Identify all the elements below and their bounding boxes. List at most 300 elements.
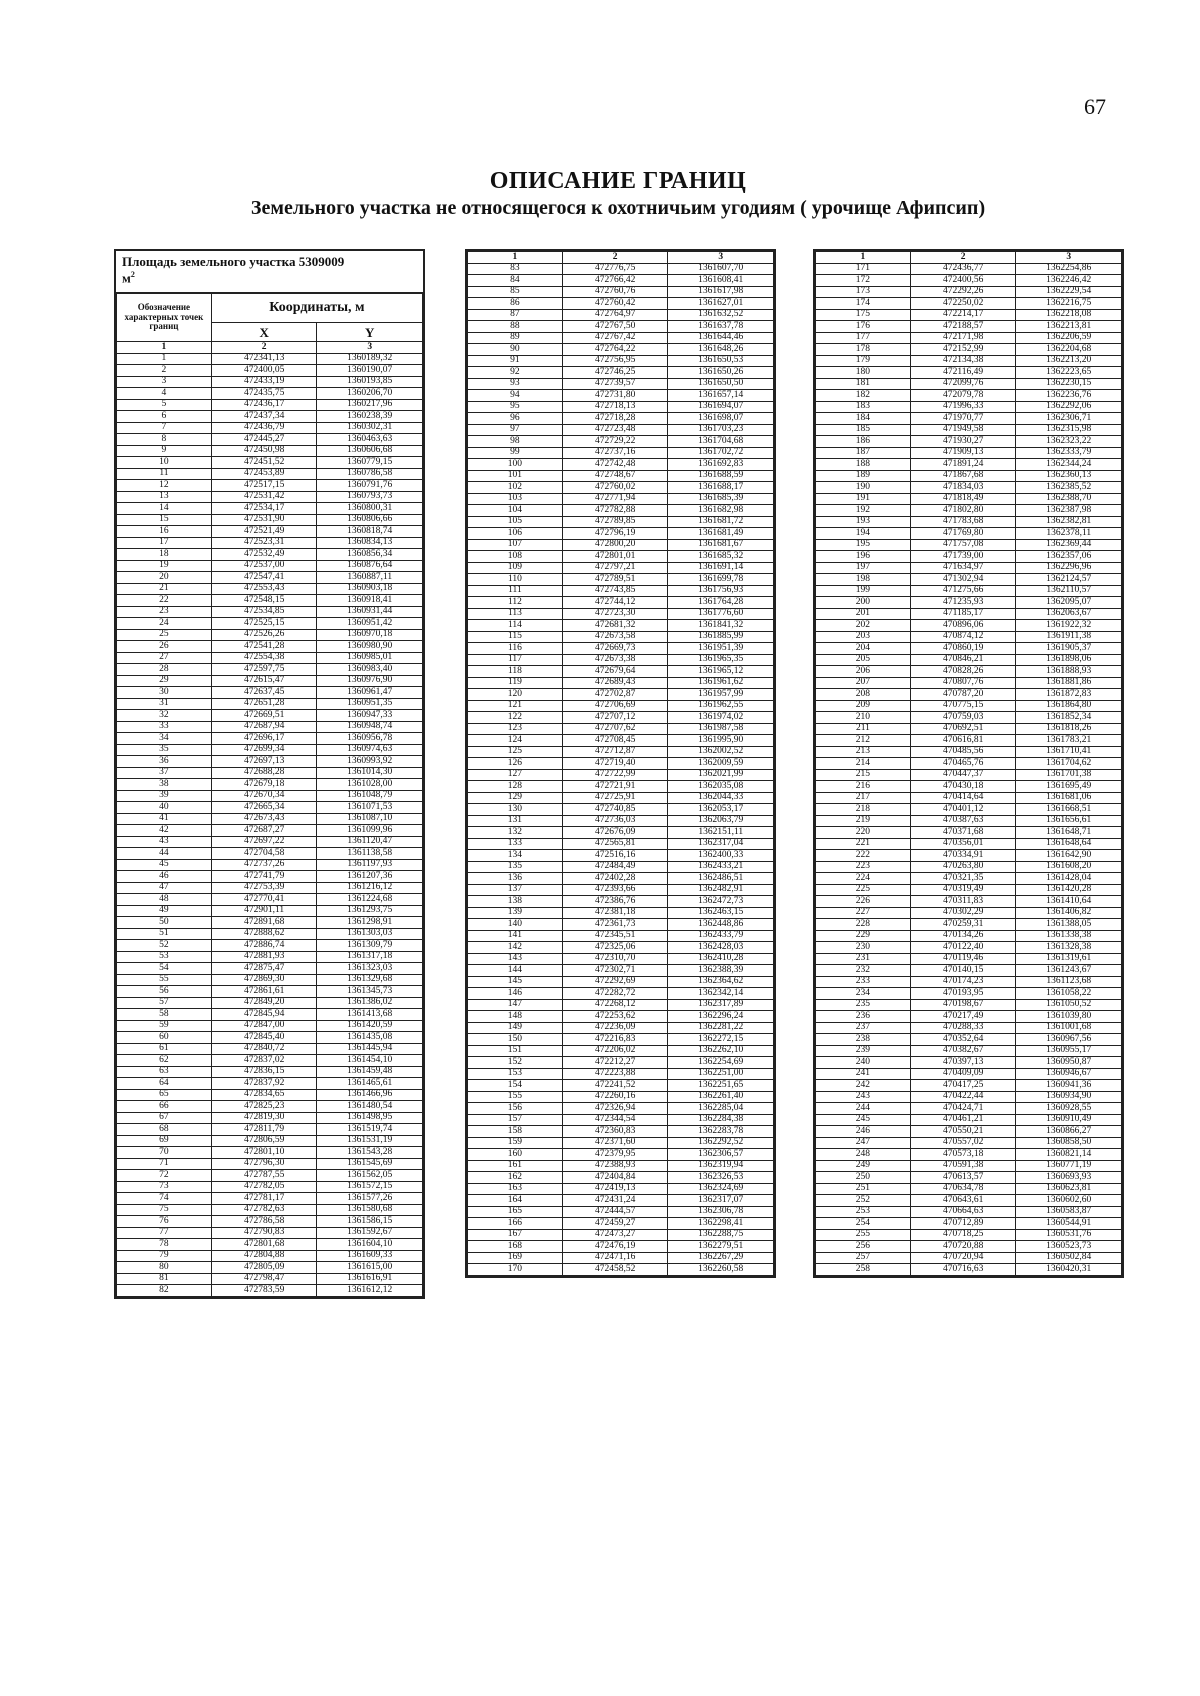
y-coordinate-cell: 1361050,52 <box>1016 999 1122 1011</box>
table-row <box>117 526 423 538</box>
coordinates-table-1 <box>114 249 425 1299</box>
point-number-cell: 164 <box>468 1195 563 1207</box>
table-row <box>117 1009 423 1021</box>
y-coordinate-cell: 1361608,41 <box>668 275 774 287</box>
x-coordinate-cell: 472404,84 <box>562 1172 668 1184</box>
x-coordinate-cell: 472801,10 <box>211 1147 317 1159</box>
x-coordinate-cell: 470634,78 <box>910 1183 1016 1195</box>
point-number-cell: 102 <box>468 482 563 494</box>
point-number-cell: 198 <box>816 574 911 586</box>
x-coordinate-cell: 472811,79 <box>211 1124 317 1136</box>
table-row <box>117 974 423 986</box>
table-row <box>816 447 1122 459</box>
y-coordinate-cell: 1360502,84 <box>1016 1252 1122 1264</box>
table-row <box>117 457 423 469</box>
point-number-cell: 72 <box>117 1170 212 1182</box>
y-coordinate-cell: 1362486,51 <box>668 873 774 885</box>
y-coordinate-cell: 1362229,54 <box>1016 286 1122 298</box>
point-number-cell: 257 <box>816 1252 911 1264</box>
x-coordinate-cell: 472419,13 <box>562 1183 668 1195</box>
table-row <box>117 365 423 377</box>
table-row <box>816 608 1122 620</box>
x-coordinate-cell: 472869,30 <box>211 974 317 986</box>
point-number-cell: 121 <box>468 700 563 712</box>
y-coordinate-cell: 1361498,95 <box>317 1112 423 1124</box>
table-row <box>816 528 1122 540</box>
table-row <box>117 664 423 676</box>
y-coordinate-cell: 1361197,93 <box>317 859 423 871</box>
y-coordinate-cell: 1361612,12 <box>317 1285 423 1297</box>
y-coordinate-cell: 1361864,80 <box>1016 700 1122 712</box>
point-number-cell: 207 <box>816 677 911 689</box>
x-coordinate-cell: 472766,42 <box>562 275 668 287</box>
point-number-cell: 248 <box>816 1149 911 1161</box>
table-row <box>117 1112 423 1124</box>
point-number-cell: 54 <box>117 963 212 975</box>
point-number-cell: 26 <box>117 641 212 653</box>
table-row <box>816 539 1122 551</box>
y-coordinate-cell: 1361681,72 <box>668 516 774 528</box>
table-row <box>468 1218 774 1230</box>
y-coordinate-cell: 1362369,44 <box>1016 539 1122 551</box>
x-coordinate-cell: 472723,30 <box>562 608 668 620</box>
x-coordinate-cell: 471930,27 <box>910 436 1016 448</box>
y-coordinate-cell: 1362002,52 <box>668 746 774 758</box>
y-coordinate-cell: 1361695,49 <box>1016 781 1122 793</box>
x-coordinate-cell: 472665,34 <box>211 802 317 814</box>
table-row <box>816 1218 1122 1230</box>
y-coordinate-cell: 1360806,66 <box>317 514 423 526</box>
y-coordinate-cell: 1360302,31 <box>317 422 423 434</box>
table-row <box>117 595 423 607</box>
table-row <box>816 815 1122 827</box>
table-row <box>816 677 1122 689</box>
point-number-cell: 142 <box>468 942 563 954</box>
point-number-cell: 183 <box>816 401 911 413</box>
y-coordinate-cell: 1361657,14 <box>668 390 774 402</box>
point-number-cell: 23 <box>117 606 212 618</box>
table-row <box>117 1055 423 1067</box>
y-coordinate-cell: 1362095,07 <box>1016 597 1122 609</box>
y-coordinate-cell: 1362236,76 <box>1016 390 1122 402</box>
table-row <box>117 1135 423 1147</box>
point-number-cell: 47 <box>117 882 212 894</box>
table-row <box>468 459 774 471</box>
x-coordinate-cell: 472801,68 <box>211 1239 317 1251</box>
point-number-cell: 96 <box>468 413 563 425</box>
y-coordinate-cell: 1362283,78 <box>668 1126 774 1138</box>
table-row <box>816 1252 1122 1264</box>
point-number-cell: 151 <box>468 1045 563 1057</box>
point-number-cell: 9 <box>117 445 212 457</box>
point-number-cell: 249 <box>816 1160 911 1172</box>
point-number-cell: 52 <box>117 940 212 952</box>
x-coordinate-cell: 470485,56 <box>910 746 1016 758</box>
x-coordinate-cell: 471867,68 <box>910 470 1016 482</box>
table-row <box>117 549 423 561</box>
point-number-cell: 14 <box>117 503 212 515</box>
y-coordinate-cell: 1360217,96 <box>317 399 423 411</box>
x-coordinate-cell: 470193,95 <box>910 988 1016 1000</box>
point-number-cell: 160 <box>468 1149 563 1161</box>
x-coordinate-cell: 472547,41 <box>211 572 317 584</box>
y-coordinate-cell: 1361001,68 <box>1016 1022 1122 1034</box>
y-coordinate-cell: 1361543,28 <box>317 1147 423 1159</box>
y-coordinate-cell: 1361459,48 <box>317 1066 423 1078</box>
point-number-cell: 57 <box>117 997 212 1009</box>
y-coordinate-cell: 1362428,03 <box>668 942 774 954</box>
point-number-cell: 162 <box>468 1172 563 1184</box>
x-coordinate-cell: 470352,64 <box>910 1034 1016 1046</box>
table-row <box>117 825 423 837</box>
x-coordinate-cell: 472789,85 <box>562 516 668 528</box>
y-coordinate-cell: 1360948,74 <box>317 721 423 733</box>
point-number-cell: 74 <box>117 1193 212 1205</box>
point-number-cell: 1 <box>117 353 212 365</box>
y-coordinate-cell: 1361466,96 <box>317 1089 423 1101</box>
table-row <box>117 997 423 1009</box>
point-number-cell: 132 <box>468 827 563 839</box>
y-coordinate-cell: 1360910,49 <box>1016 1114 1122 1126</box>
x-coordinate-cell: 472702,87 <box>562 689 668 701</box>
y-coordinate-cell: 1360821,14 <box>1016 1149 1122 1161</box>
point-number-cell: 206 <box>816 666 911 678</box>
y-coordinate-cell: 1361293,75 <box>317 905 423 917</box>
y-coordinate-cell: 1362254,69 <box>668 1057 774 1069</box>
x-coordinate-cell: 472325,06 <box>562 942 668 954</box>
y-coordinate-cell: 1361123,68 <box>1016 976 1122 988</box>
y-coordinate-cell: 1361698,07 <box>668 413 774 425</box>
point-number-cell: 214 <box>816 758 911 770</box>
table-row <box>468 1206 774 1218</box>
point-number-cell: 25 <box>117 629 212 641</box>
table-row <box>816 643 1122 655</box>
x-coordinate-cell: 472796,30 <box>211 1158 317 1170</box>
y-coordinate-cell: 1362296,24 <box>668 1011 774 1023</box>
y-coordinate-cell: 1362472,73 <box>668 896 774 908</box>
y-coordinate-cell: 1361841,32 <box>668 620 774 632</box>
table-row <box>117 572 423 584</box>
point-number-cell: 21 <box>117 583 212 595</box>
x-coordinate-cell: 472707,62 <box>562 723 668 735</box>
point-number-cell: 112 <box>468 597 563 609</box>
x-coordinate-cell: 472760,42 <box>562 298 668 310</box>
point-number-cell: 115 <box>468 631 563 643</box>
point-number-cell: 15 <box>117 514 212 526</box>
point-number-cell: 106 <box>468 528 563 540</box>
point-number-cell: 186 <box>816 436 911 448</box>
table-row <box>468 436 774 448</box>
point-number-cell: 60 <box>117 1032 212 1044</box>
table-row <box>117 1181 423 1193</box>
point-number-cell: 110 <box>468 574 563 586</box>
table-row <box>468 896 774 908</box>
table-row <box>468 815 774 827</box>
x-coordinate-cell: 472531,42 <box>211 491 317 503</box>
point-number-cell: 247 <box>816 1137 911 1149</box>
y-coordinate-cell: 1361682,98 <box>668 505 774 517</box>
table-row <box>117 1285 423 1297</box>
y-coordinate-cell: 1362272,15 <box>668 1034 774 1046</box>
x-coordinate-cell: 472444,57 <box>562 1206 668 1218</box>
point-number-cell: 86 <box>468 298 563 310</box>
x-coordinate-cell: 472845,94 <box>211 1009 317 1021</box>
y-coordinate-cell: 1361995,90 <box>668 735 774 747</box>
point-number-cell: 211 <box>816 723 911 735</box>
table-row <box>816 597 1122 609</box>
point-number-cell: 18 <box>117 549 212 561</box>
x-coordinate-cell: 472718,28 <box>562 413 668 425</box>
point-number-cell: 94 <box>468 390 563 402</box>
y-coordinate-cell: 1362021,99 <box>668 769 774 781</box>
x-coordinate-cell: 472704,58 <box>211 848 317 860</box>
y-coordinate-cell: 1362319,94 <box>668 1160 774 1172</box>
y-coordinate-cell: 1361577,26 <box>317 1193 423 1205</box>
y-coordinate-cell: 1361420,28 <box>1016 884 1122 896</box>
y-coordinate-cell: 1360834,13 <box>317 537 423 549</box>
x-coordinate-cell: 472840,72 <box>211 1043 317 1055</box>
point-number-cell: 189 <box>816 470 911 482</box>
table-row <box>117 1147 423 1159</box>
y-coordinate-cell: 1362385,52 <box>1016 482 1122 494</box>
point-number-cell: 209 <box>816 700 911 712</box>
table-row <box>117 1032 423 1044</box>
coordinates-grid-1 <box>116 293 423 1297</box>
point-number-cell: 136 <box>468 873 563 885</box>
table-row <box>117 468 423 480</box>
x-coordinate-cell: 472532,49 <box>211 549 317 561</box>
table-row <box>816 942 1122 954</box>
point-number-cell: 241 <box>816 1068 911 1080</box>
column-number: 3 <box>668 252 774 264</box>
x-coordinate-cell: 472525,15 <box>211 618 317 630</box>
x-coordinate-cell: 472437,34 <box>211 411 317 423</box>
x-coordinate-cell: 471634,97 <box>910 562 1016 574</box>
point-number-cell: 105 <box>468 516 563 528</box>
table-row <box>816 516 1122 528</box>
x-coordinate-cell: 472679,64 <box>562 666 668 678</box>
point-number-cell: 231 <box>816 953 911 965</box>
y-coordinate-cell: 1361668,51 <box>1016 804 1122 816</box>
y-coordinate-cell: 1360970,18 <box>317 629 423 641</box>
point-number-cell: 93 <box>468 378 563 390</box>
y-coordinate-cell: 1360206,70 <box>317 388 423 400</box>
y-coordinate-cell: 1362388,39 <box>668 965 774 977</box>
point-number-cell: 220 <box>816 827 911 839</box>
point-number-cell: 166 <box>468 1218 563 1230</box>
table-row <box>468 263 774 275</box>
table-row <box>468 505 774 517</box>
column-number: 2 <box>910 252 1016 264</box>
point-number-cell: 199 <box>816 585 911 597</box>
table-row <box>468 286 774 298</box>
x-coordinate-cell: 470356,01 <box>910 838 1016 850</box>
x-coordinate-cell: 472597,75 <box>211 664 317 676</box>
point-number-cell: 8 <box>117 434 212 446</box>
table-row <box>468 873 774 885</box>
point-number-cell: 178 <box>816 344 911 356</box>
y-coordinate-cell: 1362251,00 <box>668 1068 774 1080</box>
x-coordinate-cell: 472891,68 <box>211 917 317 929</box>
table-row <box>816 1183 1122 1195</box>
y-coordinate-cell: 1360974,63 <box>317 744 423 756</box>
table-row <box>816 1195 1122 1207</box>
y-coordinate-cell: 1360934,90 <box>1016 1091 1122 1103</box>
y-coordinate-cell: 1360955,17 <box>1016 1045 1122 1057</box>
y-coordinate-cell: 1361691,14 <box>668 562 774 574</box>
table-row <box>117 675 423 687</box>
table-row <box>468 493 774 505</box>
table-row <box>816 1241 1122 1253</box>
point-number-cell: 98 <box>468 436 563 448</box>
table-row <box>816 700 1122 712</box>
point-number-cell: 174 <box>816 298 911 310</box>
point-number-cell: 226 <box>816 896 911 908</box>
y-coordinate-cell: 1362306,78 <box>668 1206 774 1218</box>
y-coordinate-cell: 1361617,98 <box>668 286 774 298</box>
point-number-cell: 124 <box>468 735 563 747</box>
point-number-cell: 163 <box>468 1183 563 1195</box>
point-number-cell: 208 <box>816 689 911 701</box>
y-coordinate-cell: 1360928,55 <box>1016 1103 1122 1115</box>
point-number-cell: 67 <box>117 1112 212 1124</box>
table-row <box>468 919 774 931</box>
y-coordinate-cell: 1362216,75 <box>1016 298 1122 310</box>
table-row <box>117 1204 423 1216</box>
y-coordinate-cell: 1361656,61 <box>1016 815 1122 827</box>
y-coordinate-cell: 1361888,93 <box>1016 666 1122 678</box>
table-row <box>816 551 1122 563</box>
x-coordinate-cell: 472436,79 <box>211 422 317 434</box>
x-coordinate-cell: 472223,88 <box>562 1068 668 1080</box>
point-number-cell: 75 <box>117 1204 212 1216</box>
table-row <box>816 1264 1122 1276</box>
document-subtitle: Земельного участка не относящегося к охотничьим угодиям ( урочище Афипсип) <box>250 197 986 219</box>
table-row <box>816 988 1122 1000</box>
table-row <box>468 1252 774 1264</box>
point-number-cell: 119 <box>468 677 563 689</box>
x-coordinate-cell: 472292,69 <box>562 976 668 988</box>
table-row <box>117 583 423 595</box>
x-coordinate-cell: 472216,83 <box>562 1034 668 1046</box>
y-coordinate-cell: 1362292,06 <box>1016 401 1122 413</box>
table-row <box>816 1114 1122 1126</box>
y-coordinate-cell: 1361776,60 <box>668 608 774 620</box>
y-coordinate-cell: 1360858,50 <box>1016 1137 1122 1149</box>
table-row <box>468 321 774 333</box>
y-coordinate-cell: 1362364,62 <box>668 976 774 988</box>
y-coordinate-cell: 1360980,90 <box>317 641 423 653</box>
x-coordinate-cell: 472707,12 <box>562 712 668 724</box>
x-coordinate-cell: 471834,03 <box>910 482 1016 494</box>
table-row <box>816 1172 1122 1184</box>
table-row <box>816 1034 1122 1046</box>
x-coordinate-cell: 472771,94 <box>562 493 668 505</box>
table-row <box>816 792 1122 804</box>
table-row <box>816 666 1122 678</box>
table-row <box>468 953 774 965</box>
table-row <box>117 1124 423 1136</box>
table-row <box>816 275 1122 287</box>
y-coordinate-cell: 1361028,00 <box>317 779 423 791</box>
document-title: ОПИСАНИЕ ГРАНИЦ <box>489 168 747 194</box>
x-coordinate-cell: 472740,85 <box>562 804 668 816</box>
table-row <box>117 353 423 365</box>
table-row <box>816 781 1122 793</box>
table-row <box>468 378 774 390</box>
table-row <box>468 1045 774 1057</box>
x-coordinate-cell: 472881,93 <box>211 951 317 963</box>
table-row <box>117 905 423 917</box>
y-coordinate-cell: 1361650,26 <box>668 367 774 379</box>
point-number-cell: 101 <box>468 470 563 482</box>
point-number-cell: 66 <box>117 1101 212 1113</box>
y-coordinate-cell: 1361580,68 <box>317 1204 423 1216</box>
x-coordinate-cell: 470422,44 <box>910 1091 1016 1103</box>
y-coordinate-cell: 1361974,02 <box>668 712 774 724</box>
x-coordinate-cell: 472739,57 <box>562 378 668 390</box>
y-coordinate-cell: 1361480,54 <box>317 1101 423 1113</box>
table-row <box>816 298 1122 310</box>
y-coordinate-cell: 1360786,58 <box>317 468 423 480</box>
y-coordinate-cell: 1361922,32 <box>1016 620 1122 632</box>
y-coordinate-cell: 1360238,39 <box>317 411 423 423</box>
table-row <box>468 861 774 873</box>
y-coordinate-cell: 1361071,53 <box>317 802 423 814</box>
y-coordinate-cell: 1361406,82 <box>1016 907 1122 919</box>
x-coordinate-cell: 472736,03 <box>562 815 668 827</box>
y-coordinate-cell: 1361637,78 <box>668 321 774 333</box>
table-row <box>816 1011 1122 1023</box>
y-coordinate-cell: 1360606,68 <box>317 445 423 457</box>
x-coordinate-cell: 470573,18 <box>910 1149 1016 1161</box>
table-row <box>468 470 774 482</box>
table-row <box>816 873 1122 885</box>
table-row <box>468 413 774 425</box>
x-coordinate-cell: 471185,17 <box>910 608 1016 620</box>
table-row <box>468 298 774 310</box>
y-coordinate-cell: 1360950,87 <box>1016 1057 1122 1069</box>
column-number-row <box>816 252 1122 264</box>
point-number-cell: 221 <box>816 838 911 850</box>
x-coordinate-cell: 472783,59 <box>211 1285 317 1297</box>
x-coordinate-cell: 472875,47 <box>211 963 317 975</box>
table-row <box>816 999 1122 1011</box>
point-number-cell: 204 <box>816 643 911 655</box>
point-number-cell: 76 <box>117 1216 212 1228</box>
point-number-cell: 210 <box>816 712 911 724</box>
x-coordinate-cell: 470664,63 <box>910 1206 1016 1218</box>
x-coordinate-cell: 472476,19 <box>562 1241 668 1253</box>
x-coordinate-cell: 472400,56 <box>910 275 1016 287</box>
y-coordinate-cell: 1361957,99 <box>668 689 774 701</box>
point-header: Обозначение характерных точек границ <box>117 294 212 342</box>
x-coordinate-cell: 472250,02 <box>910 298 1016 310</box>
y-coordinate-cell: 1361702,72 <box>668 447 774 459</box>
x-coordinate-cell: 470716,63 <box>910 1264 1016 1276</box>
x-coordinate-cell: 472134,38 <box>910 355 1016 367</box>
point-number-cell: 58 <box>117 1009 212 1021</box>
y-coordinate-cell: 1362306,57 <box>668 1149 774 1161</box>
y-coordinate-cell: 1362261,40 <box>668 1091 774 1103</box>
table-row <box>816 1057 1122 1069</box>
table-row <box>816 562 1122 574</box>
point-number-cell: 246 <box>816 1126 911 1138</box>
point-number-cell: 61 <box>117 1043 212 1055</box>
point-number-cell: 82 <box>117 1285 212 1297</box>
y-coordinate-cell: 1361609,33 <box>317 1250 423 1262</box>
point-number-cell: 120 <box>468 689 563 701</box>
